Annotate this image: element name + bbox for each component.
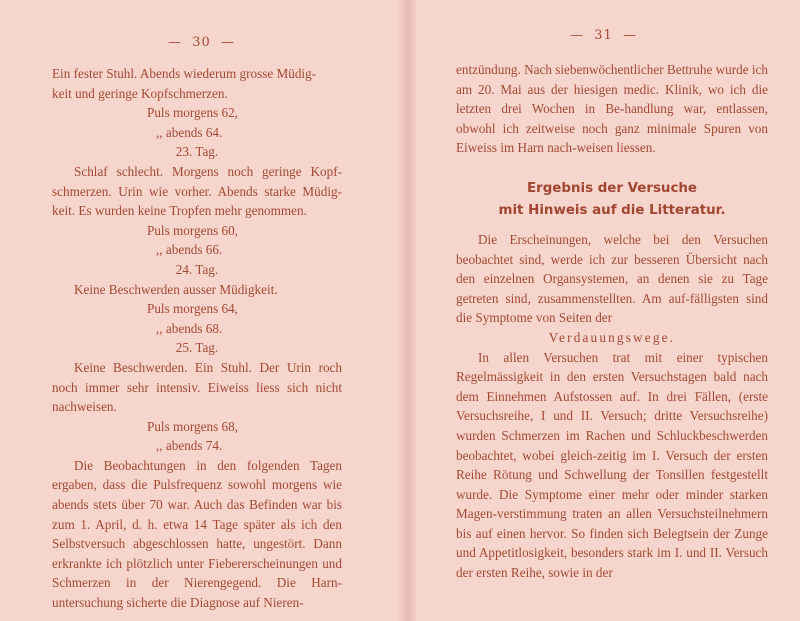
- day-heading: 24. Tag.: [175, 261, 219, 277]
- left-page: [0, 0, 396, 621]
- pulse-evening: ,, abends 64.: [156, 124, 223, 140]
- pulse-evening: ,, abends 74.: [156, 438, 223, 454]
- section-heading-line-2: mit Hinweis auf die Litteratur.: [498, 202, 726, 218]
- pulse-evening: ,, abends 68.: [156, 320, 223, 336]
- day-heading: 23. Tag.: [175, 144, 219, 160]
- pulse-morning: Puls morgens 60,: [147, 222, 238, 238]
- pulse-evening: ,, abends 66.: [156, 242, 223, 258]
- left-page-text: [52, 64, 342, 613]
- right-page-text: [456, 60, 768, 583]
- pulse-morning: Puls morgens 62,: [147, 105, 238, 121]
- right-page: [418, 0, 800, 621]
- page-number-30: — 30 —: [168, 35, 236, 50]
- pulse-morning: Puls morgens 64,: [147, 301, 238, 317]
- page-number-31: — 31 —: [570, 28, 638, 43]
- day-paragraph: Keine Beschwerden ausser Müdigkeit.: [74, 281, 278, 297]
- day-paragraph: Schlaf schlecht. Morgens noch geringe Kopf-schmerzen. Urin wie vorher. Abends starke Müdig-keit. Es wurden keine Tropfen mehr genommen.: [52, 163, 342, 219]
- body-paragraph: Die Beobachtungen in den folgenden Tagen ergaben, dass die Pulsfrequenz sowohl morgens wie abends stets über 70 war. Auch das Befinden war bis zum 1. April, d. h. etwa 14 Tage später als ich den Selbstversuch abgeschlossen hatte, ungestört. Dann erkrankte ich plötzlich unter Fiebererscheinungen und Schmerzen in der Nierengegend. Die Harn-untersuchung sicherte die Diagnose auf Nieren-: [52, 457, 342, 611]
- subheading-verdauungswege: Verdauungswege.: [548, 329, 676, 345]
- day-heading: 25. Tag.: [175, 340, 219, 356]
- section-heading-line-1: Ergebnis der Versuche: [526, 180, 698, 196]
- day-paragraph: Keine Beschwerden. Ein Stuhl. Der Urin roch noch immer sehr intensiv. Eiweiss liess sich nicht nachweisen.: [52, 359, 342, 415]
- book-gutter: [396, 0, 418, 621]
- body-paragraph: In allen Versuchen trat mit einer typischen Regelmässigkeit in den ersten Versuchstagen bald nach dem Einnehmen Aufstossen auf. In drei Fällen, (erste Versuchsreihe, I und II. Versuch; dritte Versuchsreihe) wurden Schmerzen im Rachen und Schluckbeschwerden beobachtet, wobei gleich-zeitig im I. Versuch der ersten Reihe Rötung und Schwellung der Tonsillen festgestellt wurde. Die Symptome einer mehr oder minder starken Magen-verstimmung traten an allen Versuchsteilnehmern bis auf einen hervor. So finden sich Belegtsein der Zunge und Appetitlosigkeit, besonders stark im I. und II. Versuch der ersten Reihe, sowie in der: [456, 349, 768, 581]
- text-line: Ein fester Stuhl. Abends wiederum grosse Müdig-: [52, 66, 317, 81]
- pulse-morning: Puls morgens 68,: [147, 418, 238, 434]
- body-paragraph: Die Erscheinungen, welche bei den Versuchen beobachtet sind, werde ich zur besseren Übersicht nach den einzelnen Organsystemen, an denen sie zu Tage getreten sind, zusammenstellten. Am auf-fälligsten sind die Symptome von Seiten der: [456, 231, 768, 326]
- section-heading: [456, 178, 768, 222]
- text-line: keit und geringe Kopfschmerzen.: [52, 85, 228, 101]
- body-paragraph: entzündung. Nach siebenwöchentlicher Bettruhe wurde ich am 20. Mai aus der hiesigen medic. Klinik, wo ich die letzten drei Wochen in Be-handlung war, entlassen, obwohl ich zeitweise noch ganz minimale Spuren von Eiweiss im Harn nach-weisen liessen.: [456, 62, 768, 156]
